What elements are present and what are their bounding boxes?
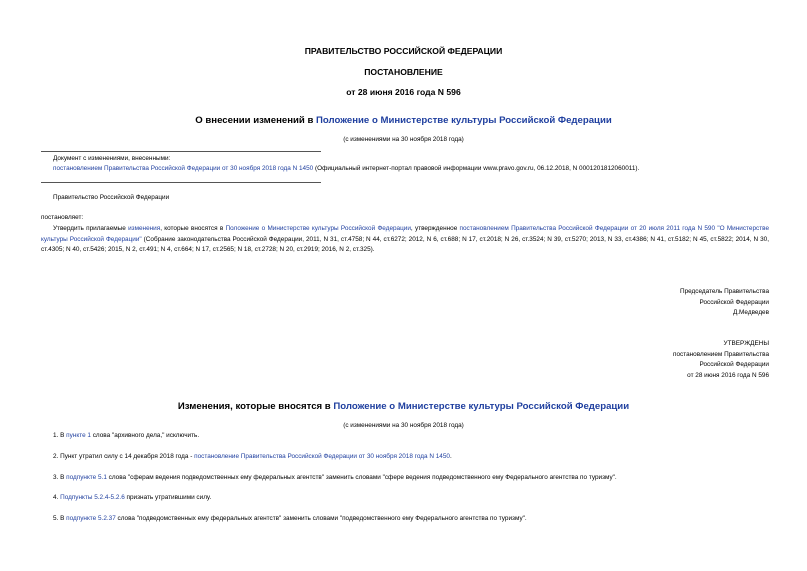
body-decrees: постановляет:	[41, 214, 84, 221]
changes-title-link[interactable]: Положение о Министерстве культуры Российской Федерации	[333, 401, 630, 412]
item4-text-a: 4.	[53, 494, 61, 501]
amendment-source: (Официальный интернет-портал правовой информации www.pravo.gov.ru, 06.12.2018, N 0001201812060011).	[313, 165, 640, 172]
document-title	[0, 115, 807, 126]
signature-title: Председатель Правительства	[680, 288, 769, 295]
approved-country: Российской Федерации	[699, 361, 769, 368]
approved-heading: УТВЕРЖДЕНЫ	[723, 340, 769, 347]
amendment-link[interactable]: постановлением Правительства Российской Федерации от 30 ноября 2018 года N 1450	[53, 165, 314, 172]
p1-text-mid1: , которые вносятся в	[160, 225, 226, 232]
change-item-1	[53, 431, 199, 442]
item5-text-b: слова "подведомственных ему федеральных агентств" заменить словами "подведомственного ему Федерального агентства по туризму".	[115, 515, 527, 522]
change-item-3	[53, 473, 617, 484]
approved-date: от 28 июня 2016 года N 596	[687, 371, 769, 379]
changes-title-prefix: Изменения, которые вносятся в	[177, 401, 334, 412]
change-item-2	[53, 452, 452, 463]
item3-text-a: 3. В	[53, 474, 67, 481]
body-government: Правительство Российской Федерации	[53, 194, 170, 201]
revision-note: (с изменениями на 30 ноября 2018 года)	[343, 136, 464, 143]
resolution-590-link[interactable]: постановлением Правительства Российской Федерации от 20 июля 2011 года N 590 "О Министерстве культуры Российской Федерации"	[41, 225, 769, 243]
approved-block	[673, 339, 769, 381]
item4-text-b: признать утратившими силу.	[124, 494, 212, 501]
regulation-link[interactable]: Положение о Министерстве культуры Российской Федерации	[225, 225, 411, 232]
document-date-number: от 28 июня 2016 года N 596	[346, 87, 461, 97]
item3-text-b: слова "сферам ведения подведомственных ему федеральных агентств" заменить словами "сфере ведения подведомственного ему Федерального агентства по туризму".	[106, 474, 617, 481]
item5-link[interactable]: подпункте 5.2.37	[66, 515, 116, 522]
bottom-divider	[41, 182, 321, 183]
item1-text-a: 1. В	[53, 432, 67, 439]
changes-title	[0, 401, 807, 412]
p1-text-mid2: , утвержденное	[410, 225, 460, 232]
title-link[interactable]: Положение о Министерстве культуры Российской Федерации	[316, 115, 612, 126]
p1-text-end: (Собрание законодательства Российской Федерации, 2011, N 31, ст.4758; N 44, ст.6272; 2012, N 6, ст.688; N 17, ст.2018; N 26, ст.3524; N 39, ст.5270; 2013, N 33, ст.4386; N 41, ст.5182; N 45, ст.5822; 2014, N 30, ст.4305; N 40, ст.5426; 2015, N 2, ст.491; N 4, ст.664; N 17, ст.2565; N 18, ст.2728; N 20, ст.2919; 2016, N 2, ст.325).	[41, 235, 769, 253]
amendments-line	[53, 164, 639, 175]
item2-link[interactable]: постановление Правительства Российской Федерации от 30 ноября 2018 года N 1450	[194, 453, 450, 460]
item3-link[interactable]: подпункте 5.1	[66, 474, 107, 481]
approved-by: постановлением Правительства	[673, 350, 769, 358]
government-heading: ПРАВИТЕЛЬСТВО РОССИЙСКОЙ ФЕДЕРАЦИИ	[304, 46, 503, 56]
top-divider	[41, 151, 321, 152]
item2-text-b: .	[449, 453, 452, 460]
amendments-label: Документ с изменениями, внесенными:	[53, 155, 171, 162]
signature-block	[680, 287, 769, 319]
document-type: ПОСТАНОВЛЕНИЕ	[364, 67, 443, 77]
signature-name: Д.Медведев	[732, 309, 769, 316]
changes-link[interactable]: изменения	[128, 225, 161, 232]
change-item-4	[53, 493, 211, 504]
p1-text-start: Утвердить прилагаемые	[53, 225, 129, 232]
changes-revision: (с изменениями на 30 ноября 2018 года)	[343, 422, 464, 429]
item1-text-b: слова "архивного дела," исключить.	[90, 432, 200, 439]
item2-text-a: 2. Пункт утратил силу с 14 декабря 2018 года -	[53, 453, 195, 460]
body-paragraph	[41, 224, 769, 256]
signature-country: Российской Федерации	[699, 298, 769, 306]
item1-link[interactable]: пункте 1	[66, 432, 91, 439]
item4-link[interactable]: Подпункты 5.2.4-5.2.6	[60, 494, 125, 501]
change-item-5	[53, 514, 527, 525]
title-prefix: О внесении изменений в	[195, 115, 317, 126]
item5-text-a: 5. В	[53, 515, 67, 522]
